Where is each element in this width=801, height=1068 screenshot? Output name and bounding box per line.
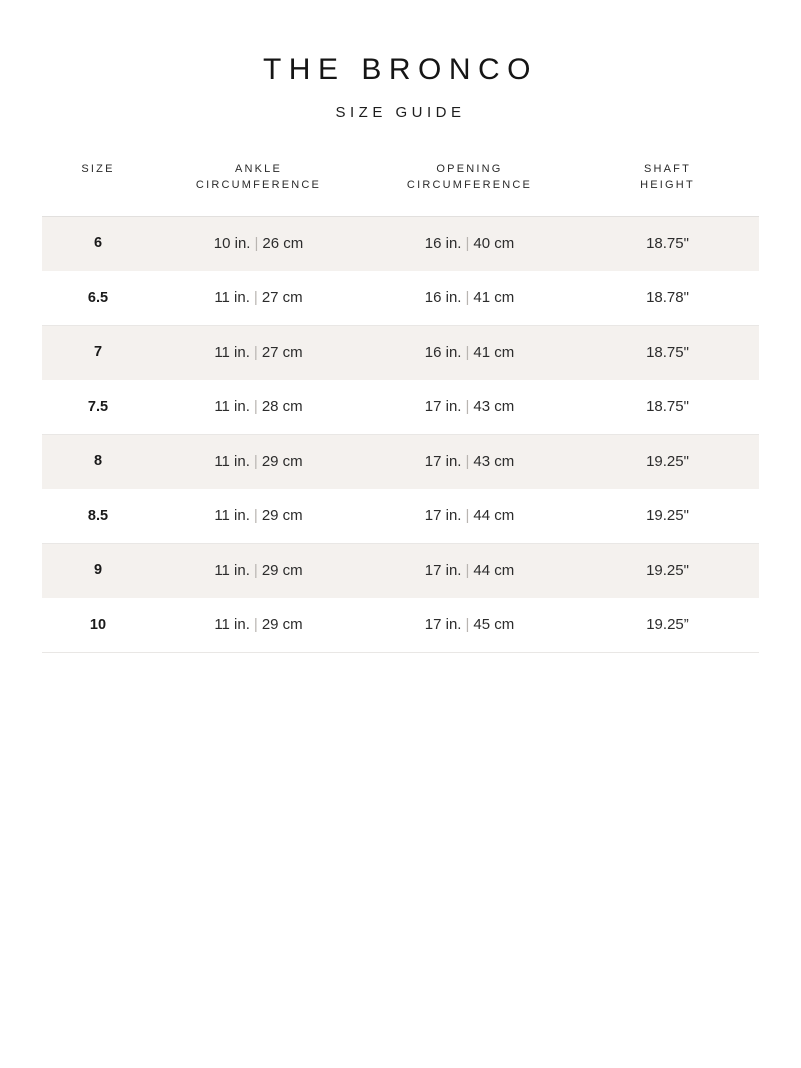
cell-ankle-in: 11 in. bbox=[214, 452, 250, 470]
cell-size: 7.5 bbox=[42, 380, 154, 435]
cell-opening-in: 17 in. bbox=[424, 561, 462, 579]
cell-opening-cm: 45 cm bbox=[473, 616, 515, 634]
unit-separator-icon: | bbox=[465, 561, 470, 579]
table-row bbox=[42, 325, 759, 380]
cell-ankle-cm: 28 cm bbox=[261, 398, 303, 416]
cell-opening-cm: 41 cm bbox=[473, 343, 515, 361]
cell-ankle-in: 11 in. bbox=[214, 398, 250, 416]
cell-shaft-height: 18.75" bbox=[576, 380, 759, 435]
unit-separator-icon: | bbox=[254, 234, 259, 252]
cell-shaft-height: 18.78" bbox=[576, 271, 759, 326]
column-header-ankle-line1: ANKLE bbox=[234, 163, 283, 175]
cell-opening-circumference bbox=[363, 543, 576, 598]
unit-separator-icon: | bbox=[253, 343, 258, 361]
table-row bbox=[42, 543, 759, 598]
unit-separator-icon: | bbox=[253, 289, 258, 307]
cell-ankle-cm: 29 cm bbox=[261, 616, 303, 634]
cell-opening-in: 17 in. bbox=[424, 616, 462, 634]
cell-ankle-cm: 29 cm bbox=[261, 561, 303, 579]
cell-ankle-circumference bbox=[154, 434, 363, 489]
unit-separator-icon: | bbox=[465, 616, 470, 634]
column-header-size-line1: SIZE bbox=[81, 163, 115, 175]
size-table-container bbox=[0, 154, 801, 653]
unit-separator-icon: | bbox=[465, 343, 470, 361]
column-header-shaft-height bbox=[576, 154, 759, 216]
unit-separator-icon: | bbox=[253, 561, 258, 579]
cell-ankle-cm: 29 cm bbox=[261, 452, 303, 470]
cell-opening-circumference bbox=[363, 271, 576, 326]
table-body bbox=[42, 216, 759, 652]
unit-separator-icon: | bbox=[465, 452, 470, 470]
cell-shaft-height: 18.75" bbox=[576, 216, 759, 271]
cell-ankle-circumference bbox=[154, 598, 363, 653]
cell-shaft-height: 19.25" bbox=[576, 489, 759, 544]
cell-ankle-in: 11 in. bbox=[214, 616, 250, 634]
size-table bbox=[42, 154, 759, 653]
cell-opening-circumference bbox=[363, 489, 576, 544]
cell-size: 7 bbox=[42, 325, 154, 380]
cell-opening-cm: 44 cm bbox=[473, 507, 515, 525]
cell-ankle-circumference bbox=[154, 489, 363, 544]
unit-separator-icon: | bbox=[253, 398, 258, 416]
table-row bbox=[42, 216, 759, 271]
table-row bbox=[42, 271, 759, 326]
unit-separator-icon: | bbox=[253, 452, 258, 470]
cell-shaft-height: 18.75" bbox=[576, 325, 759, 380]
column-header-opening-line1: OPENING bbox=[436, 163, 503, 175]
cell-opening-cm: 43 cm bbox=[473, 398, 515, 416]
table-row bbox=[42, 380, 759, 435]
unit-separator-icon: | bbox=[253, 616, 258, 634]
unit-separator-icon: | bbox=[465, 507, 470, 525]
cell-ankle-cm: 27 cm bbox=[261, 289, 303, 307]
cell-ankle-cm: 29 cm bbox=[261, 507, 303, 525]
cell-opening-in: 17 in. bbox=[424, 452, 462, 470]
cell-ankle-circumference bbox=[154, 216, 363, 271]
cell-opening-cm: 43 cm bbox=[473, 452, 515, 470]
column-header-opening-line2: CIRCUMFERENCE bbox=[406, 178, 533, 191]
unit-separator-icon: | bbox=[465, 234, 470, 252]
cell-opening-in: 16 in. bbox=[424, 289, 462, 307]
unit-separator-icon: | bbox=[465, 398, 470, 416]
table-row bbox=[42, 598, 759, 653]
column-header-ankle-line2: CIRCUMFERENCE bbox=[195, 178, 322, 191]
page-header bbox=[0, 0, 801, 122]
cell-ankle-circumference bbox=[154, 325, 363, 380]
cell-ankle-in: 11 in. bbox=[214, 507, 250, 525]
cell-size: 10 bbox=[42, 598, 154, 653]
cell-size: 6 bbox=[42, 216, 154, 271]
column-header-shaft-line2: HEIGHT bbox=[640, 178, 695, 191]
cell-opening-circumference bbox=[363, 216, 576, 271]
cell-opening-in: 17 in. bbox=[424, 507, 462, 525]
table-header-row bbox=[42, 154, 759, 216]
cell-shaft-height: 19.25" bbox=[576, 434, 759, 489]
cell-ankle-in: 11 in. bbox=[214, 561, 250, 579]
cell-opening-in: 16 in. bbox=[424, 234, 462, 252]
cell-ankle-cm: 27 cm bbox=[261, 343, 303, 361]
cell-ankle-in: 11 in. bbox=[214, 343, 250, 361]
cell-ankle-circumference bbox=[154, 271, 363, 326]
cell-size: 8.5 bbox=[42, 489, 154, 544]
column-header-ankle-circumference bbox=[154, 154, 363, 216]
column-header-size bbox=[42, 154, 154, 216]
cell-size: 6.5 bbox=[42, 271, 154, 326]
cell-opening-circumference bbox=[363, 434, 576, 489]
cell-opening-in: 17 in. bbox=[424, 398, 462, 416]
table-row bbox=[42, 489, 759, 544]
cell-opening-cm: 40 cm bbox=[473, 234, 515, 252]
cell-ankle-in: 10 in. bbox=[213, 234, 251, 252]
cell-shaft-height: 19.25" bbox=[576, 543, 759, 598]
unit-separator-icon: | bbox=[253, 507, 258, 525]
cell-opening-cm: 44 cm bbox=[473, 561, 515, 579]
cell-ankle-circumference bbox=[154, 380, 363, 435]
cell-ankle-in: 11 in. bbox=[214, 289, 250, 307]
page-title: THE BRONCO bbox=[262, 53, 538, 86]
cell-size: 8 bbox=[42, 434, 154, 489]
cell-opening-cm: 41 cm bbox=[473, 289, 515, 307]
cell-size: 9 bbox=[42, 543, 154, 598]
cell-opening-in: 16 in. bbox=[424, 343, 462, 361]
cell-opening-circumference bbox=[363, 380, 576, 435]
cell-shaft-height: 19.25” bbox=[576, 598, 759, 653]
column-header-opening-circumference bbox=[363, 154, 576, 216]
column-header-shaft-line1: SHAFT bbox=[643, 163, 692, 175]
cell-opening-circumference bbox=[363, 325, 576, 380]
cell-ankle-cm: 26 cm bbox=[262, 234, 304, 252]
table-header bbox=[42, 154, 759, 216]
page-subtitle: SIZE GUIDE bbox=[335, 104, 466, 121]
cell-opening-circumference bbox=[363, 598, 576, 653]
cell-ankle-circumference bbox=[154, 543, 363, 598]
table-row bbox=[42, 434, 759, 489]
unit-separator-icon: | bbox=[465, 289, 470, 307]
